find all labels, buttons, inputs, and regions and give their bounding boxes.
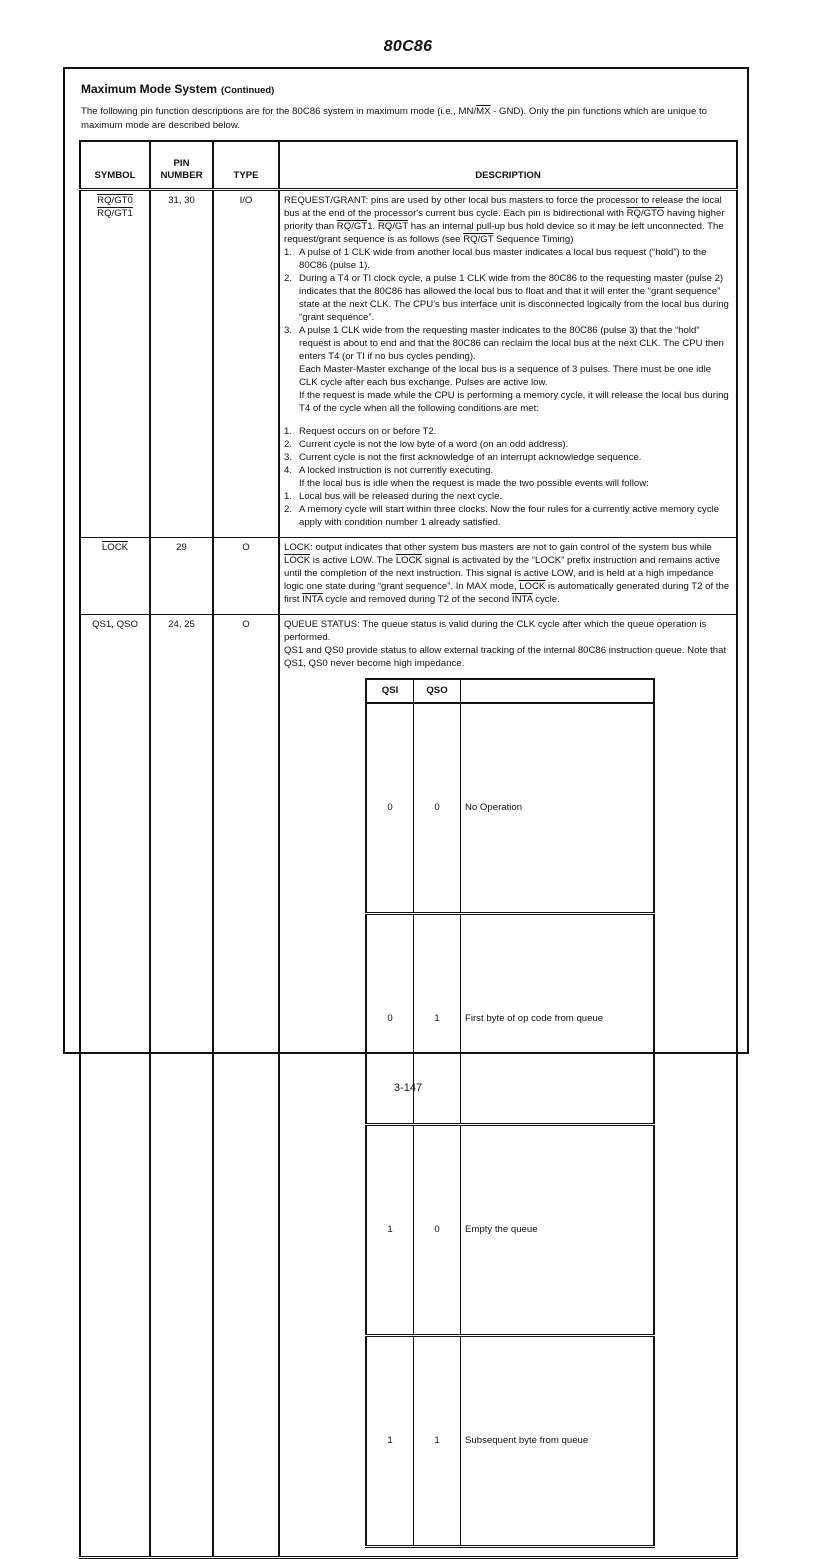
qs-type: O <box>213 615 279 1558</box>
rqgt-symbol-cell <box>80 190 150 538</box>
qs-header-qs1: QSI <box>366 679 414 703</box>
spacer <box>284 415 732 425</box>
qs-pin: 24, 25 <box>150 615 213 1558</box>
list-item <box>284 464 732 477</box>
rqgt-p1-a: REQUEST/GRANT: pins are used by other local bus masters to force the processor to release the local bus at the end of the processor's current bus cycle. Each pin is bidirectional with <box>284 195 722 219</box>
table-row <box>366 1125 654 1336</box>
list-item <box>284 490 732 503</box>
qs-table-header-row <box>366 679 654 703</box>
table-row <box>366 703 654 914</box>
list-item <box>284 246 732 272</box>
rqgt-events-list <box>284 490 732 529</box>
intro-text-1: The following pin function descriptions are for the 80C86 system in maximum mode (i.e., MN/ <box>81 106 477 117</box>
step-text: A pulse of 1 CLK wide from another local bus master indicates a local bus request (“hold”) to the 80C86 (pulse 1). <box>299 247 707 271</box>
list-item <box>284 503 732 529</box>
section-continued: (Continued) <box>221 85 275 96</box>
event-text: A memory cycle will start within three clocks. Now the four rules for a currently active memory cycle apply with condition number 1 already satisfied. <box>299 504 720 528</box>
rqgt-paragraph-4: If the local bus is idle when the request is made the two possible events will follow: <box>299 478 649 489</box>
qs0-value: 0 <box>414 703 461 914</box>
pin-function-table <box>79 140 738 1559</box>
lock-ol1: LOCK <box>284 555 311 566</box>
qs-paragraph-2: QS1 and QS0 provide status to allow external tracking of the internal 80C86 instruction queue. Note that QS1, QS0 never become high impedance. <box>284 645 727 669</box>
header-type: TYPE <box>213 141 279 190</box>
lock-ol4: INTA <box>302 594 323 605</box>
qs1-value: 0 <box>366 703 414 914</box>
table-row <box>366 1336 654 1547</box>
rqgt-p1-d: has an internal pull-up bus hold device so it may be left unconnected. The request/grant sequence is as follows (see <box>284 221 724 245</box>
event-text: Local bus will be released during the next cycle. <box>299 491 503 502</box>
rqgt-steps-list <box>284 246 732 363</box>
header-pin-number <box>150 141 213 190</box>
step-text: During a T4 or TI clock cycle, a pulse 1 CLK wide from the 80C86 to the requesting master (pulse 2) indicates that the 80C86 has allowed the local bus to float and that it will enter the “grant sequence” state at the next CLK. The CPU's bus interface unit is disconnected logically from the local bus during “grant sequence”. <box>299 273 729 323</box>
table-row-lock <box>80 538 737 615</box>
qs-state-desc: No Operation <box>461 703 655 914</box>
condition-text: Current cycle is not the low byte of a word (on an odd address). <box>299 439 569 450</box>
lock-d4: is automatically generated during T2 of the first <box>284 581 730 605</box>
qs-symbol: QS1, QSO <box>80 615 150 1558</box>
table-row-rqgt <box>80 190 737 538</box>
pin-table-header-row <box>80 141 737 190</box>
step-text: A pulse 1 CLK wide from the requesting master indicates to the 80C86 (pulse 3) that the “hold” request is about to end and that the 80C86 can reclaim the local bus at the next CLK. The CPU then enters T4 (or TI if no bus cycles pending). <box>299 325 724 362</box>
rqgt-p1-e: Sequence Timing) <box>493 234 574 245</box>
rqgt-paragraph-3: If the request is made while the CPU is performing a memory cycle, it will release the local bus during T4 of the cycle when all the following conditions are met: <box>299 390 729 414</box>
lock-d2: is active LOW. The <box>310 555 396 566</box>
list-item <box>284 324 732 363</box>
rqgt0-symbol: RQ/GT0 <box>97 195 133 206</box>
list-item <box>284 425 732 438</box>
section-intro <box>81 105 735 133</box>
header-pin-1: PIN <box>173 158 190 169</box>
rqgt-p1-c: 1. <box>367 221 378 232</box>
header-description: DESCRIPTION <box>279 141 737 190</box>
rqgt-paragraph-1 <box>284 194 732 246</box>
lock-d5: cycle and removed during T2 of the second <box>322 594 512 605</box>
qs-state-desc: Subsequent byte from queue <box>461 1336 655 1547</box>
rqgt-p1-ol2: RQ/GT <box>336 221 368 232</box>
list-item <box>284 272 732 324</box>
qs1-value: 0 <box>366 914 414 1125</box>
qs0-value: 1 <box>414 914 461 1125</box>
lock-d6: cycle. <box>532 594 560 605</box>
rqgt-description <box>279 190 737 538</box>
queue-status-table <box>365 678 655 1548</box>
qs-header-qs0: QSO <box>414 679 461 703</box>
condition-number: 4. <box>284 465 293 476</box>
step-number: 2. <box>284 273 293 284</box>
lock-ol5: INTA <box>511 594 533 605</box>
header-symbol: SYMBOL <box>80 141 150 190</box>
event-number: 1. <box>284 491 293 502</box>
qs-state-desc: First byte of op code from queue <box>461 914 655 1125</box>
rqgt1-symbol: RQ/GT1 <box>97 208 133 219</box>
qs0-value: 0 <box>414 1125 461 1336</box>
rqgt-p1-b: having higher priority than <box>284 208 725 232</box>
qs1-value: 1 <box>366 1125 414 1336</box>
header-pin-2: NUMBER <box>160 170 203 181</box>
qs-header-desc <box>461 679 655 703</box>
rqgt-pin: 31, 30 <box>150 190 213 538</box>
rqgt-paragraph-2: Each Master-Master exchange of the local bus is a sequence of 3 pulses. There must be one idle CLK cycle after each bus exchange. Pulses are active low. <box>299 364 712 388</box>
condition-text: Request occurs on or before T2. <box>299 426 437 437</box>
rqgt-conditions-list <box>284 425 732 477</box>
condition-number: 2. <box>284 439 293 450</box>
lock-symbol: LOCK <box>101 542 129 553</box>
condition-text: Current cycle is not the first acknowledge of an interrupt acknowledge sequence. <box>299 452 642 463</box>
list-item <box>284 451 732 464</box>
intro-text-2: - GND). Only the pin functions which are unique to maximum mode are described below. <box>81 106 708 131</box>
rqgt-p1-ol1: RQ/GTO <box>626 208 665 219</box>
lock-ol2: LOCK <box>395 555 422 566</box>
condition-number: 3. <box>284 452 293 463</box>
lock-ol3: LOCK <box>519 581 546 592</box>
event-number: 2. <box>284 504 293 515</box>
rqgt-p1-ol3: RQ/GT <box>377 221 409 232</box>
step-number: 1. <box>284 247 293 258</box>
lock-d3: signal is activated by the “LOCK” prefix instruction and remains active until the completion of the next instruction. This signal is active LOW, and is held at a high impedance logic one state during “grant sequence”. In MAX mode, <box>284 555 721 592</box>
section-title <box>81 82 274 96</box>
list-item <box>284 438 732 451</box>
qs0-value: 1 <box>414 1336 461 1547</box>
page-header: 80C86 <box>383 38 433 55</box>
lock-type: O <box>213 538 279 615</box>
lock-symbol-cell <box>80 538 150 615</box>
page-number: 3-147 <box>393 1082 423 1094</box>
qs-state-desc: Empty the queue <box>461 1125 655 1336</box>
rqgt-type: I/O <box>213 190 279 538</box>
lock-d1: LOCK: output indicates that other system bus masters are not to gain control of the system bus while <box>284 542 712 553</box>
condition-text: A locked instruction is not currently executing. <box>299 465 494 476</box>
intro-mx-overline: $\overline{MX}$ <box>476 106 491 117</box>
step-number: 3. <box>284 325 293 336</box>
rqgt-p1-ol4: RQ/GT <box>463 234 494 245</box>
qs1-value: 1 <box>366 1336 414 1547</box>
lock-description <box>279 538 737 615</box>
lock-pin: 29 <box>150 538 213 615</box>
qs-paragraph-1: QUEUE STATUS: The queue status is valid during the CLK cycle after which the queue operation is performed. <box>284 619 707 643</box>
condition-number: 1. <box>284 426 293 437</box>
section-title-text: Maximum Mode System <box>81 82 218 96</box>
